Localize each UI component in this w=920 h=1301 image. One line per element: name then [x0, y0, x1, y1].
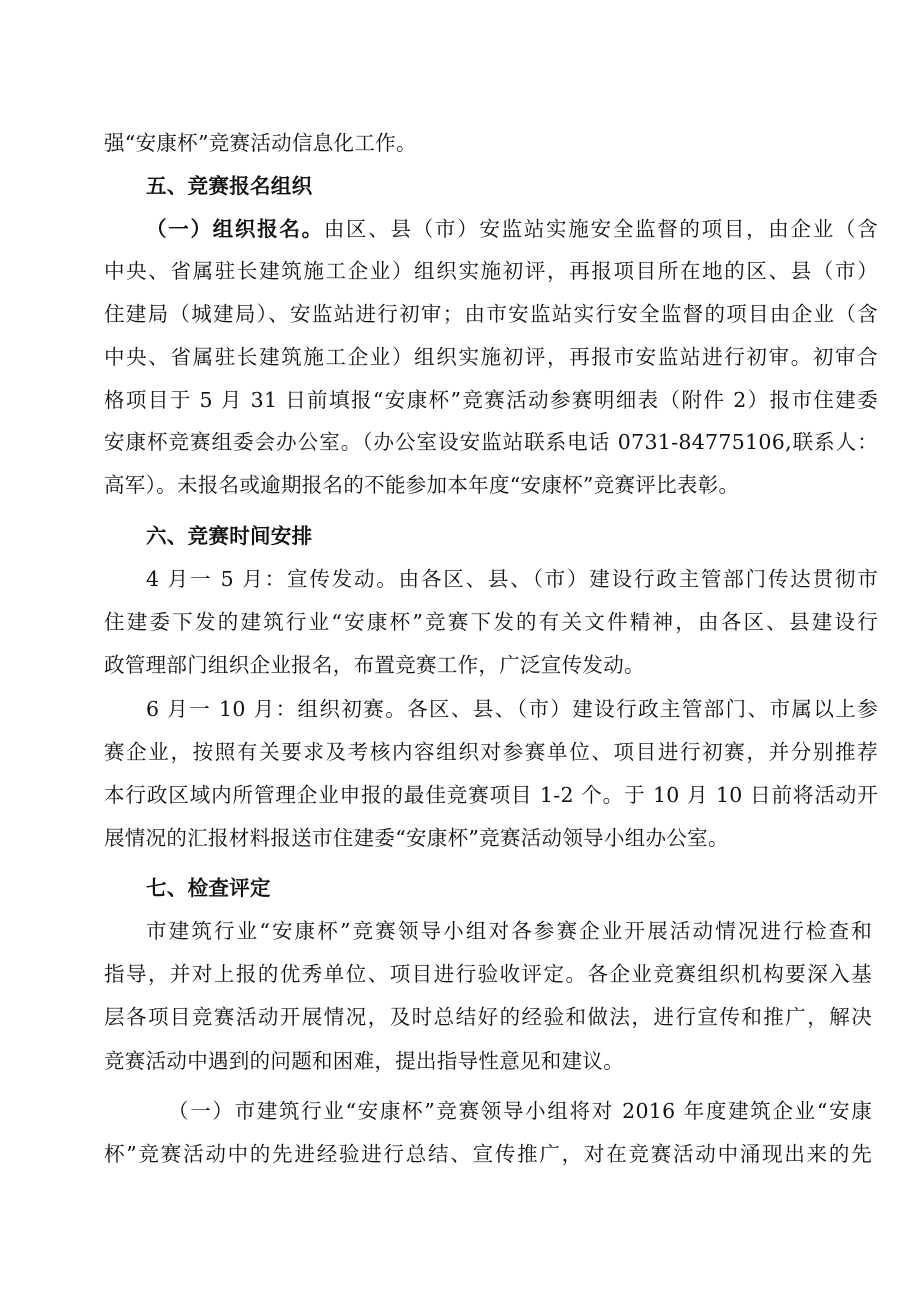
paragraph-line: 格项目于 5 月 31 日前填报“安康杯”竞赛活动参赛明细表（附件 2）报市住建委 [104, 388, 878, 412]
paragraph-line: 政管理部门组织企业报名，布置竞赛工作，广泛宣传发动。 [104, 653, 645, 677]
section-heading-6: 六、竞赛时间安排 [146, 524, 313, 548]
paragraph-line: 安康杯竞赛组委会办公室。（办公室设安监站联系电话 0731-84775106,联系人： [104, 430, 878, 454]
paragraph-line: 高军）。未报名或逾期报名的不能参加本年度“安康杯”竞赛评比表彰。 [104, 473, 740, 497]
paragraph-line: 4 月一 5 月：宣传发动。由各区、县、（市）建设行政主管部门传达贯彻市 [146, 567, 878, 591]
paragraph-text: 由区、县（市）安监站实施安全监督的项目，由企业（含 [323, 217, 879, 241]
paragraph-line: 指导，并对上报的优秀单位、项目进行验收评定。各企业竞赛组织机构要深入基 [104, 962, 872, 986]
paragraph-line: 中央、省属驻长建筑施工企业）组织实施初评，再报项目所在地的区、县（市） [104, 259, 878, 283]
paragraph-line: 6 月一 10 月：组织初赛。各区、县、（市）建设行政主管部门、市属以上参 [146, 697, 878, 721]
paragraph-line: 杯”竞赛活动中的先进经验进行总结、宣传推广，对在竞赛活动中涌现出来的先 [104, 1142, 872, 1166]
paragraph-line [146, 215, 878, 243]
paragraph-line: 住建局（城建局）、安监站进行初审；由市安监站实行安全监督的项目由企业（含 [104, 302, 878, 326]
paragraph-line: 竞赛活动中遇到的问题和困难，提出指导性意见和建议。 [104, 1049, 624, 1073]
paragraph-line: 住建委下发的建筑行业“安康杯”竞赛下发的有关文件精神，由各区、县建设行 [104, 610, 878, 634]
paragraph-line: 市建筑行业“安康杯”竞赛领导小组对各参赛企业开展活动情况进行检查和 [146, 919, 872, 943]
paragraph-line: （一）市建筑行业“安康杯”竞赛领导小组将对 2016 年度建筑企业“安康 [168, 1099, 872, 1123]
paragraph-line: 本行政区域内所管理企业申报的最佳竞赛项目 1-2 个。于 10 月 10 日前将活动开 [104, 783, 878, 807]
paragraph-line: 赛企业，按照有关要求及考核内容组织对参赛单位、项目进行初赛，并分别推荐 [104, 740, 878, 764]
paragraph-line: 展情况的汇报材料报送市住建委“安康杯”竞赛活动领导小组办公室。 [104, 826, 729, 850]
section-heading-5: 五、竞赛报名组织 [146, 174, 313, 198]
paragraph-line: 中央、省属驻长建筑施工企业）组织实施初评，再报市安监站进行初审。初审合 [104, 345, 878, 369]
bold-subheading: （一）组织报名。 [146, 217, 324, 241]
section-heading-7: 七、检查评定 [146, 876, 271, 900]
paragraph-line: 层各项目竞赛活动开展情况，及时总结好的经验和做法，进行宣传和推广，解决 [104, 1005, 872, 1029]
paragraph-line: 强“安康杯”竞赛活动信息化工作。 [104, 131, 417, 155]
